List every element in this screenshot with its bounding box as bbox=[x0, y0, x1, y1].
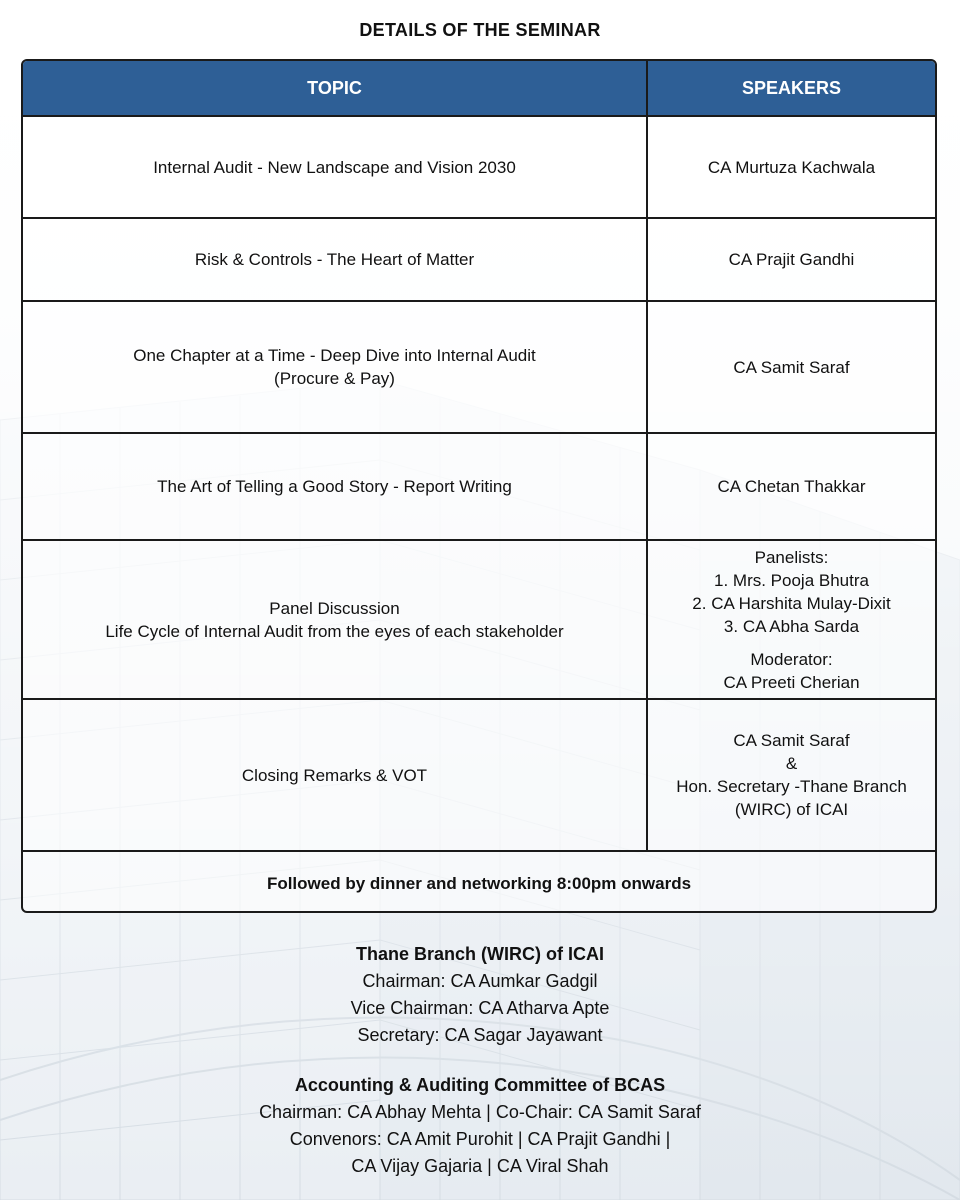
page-title: DETAILS OF THE SEMINAR bbox=[359, 20, 601, 40]
topic-cell bbox=[23, 699, 647, 851]
speaker-cell bbox=[647, 540, 935, 699]
table-header-row bbox=[23, 61, 935, 116]
speaker-cell bbox=[647, 433, 935, 540]
topic-text: Internal Audit - New Landscape and Vision 2030 bbox=[153, 157, 516, 177]
topic-text: Closing Remarks & VOT bbox=[241, 765, 428, 785]
topic-header: TOPIC bbox=[23, 61, 647, 116]
topic-cell bbox=[23, 116, 647, 218]
speaker-text: CA Prajit Gandhi bbox=[728, 250, 855, 269]
table-row bbox=[23, 218, 935, 301]
topic-text-subline: (Procure & Pay) bbox=[274, 369, 395, 388]
topic-text: The Art of Telling a Good Story - Report Writing bbox=[157, 477, 512, 496]
panelists-label: Panelists: bbox=[754, 547, 829, 567]
speaker-text: CA Samit Saraf bbox=[733, 357, 850, 377]
thane-branch-block bbox=[0, 941, 960, 1049]
speaker-cell bbox=[647, 116, 935, 218]
topic-cell bbox=[23, 540, 647, 699]
seminar-table bbox=[21, 59, 937, 913]
speaker-cell bbox=[647, 218, 935, 301]
topic-cell bbox=[23, 433, 647, 540]
topic-text: Risk & Controls - The Heart of Matter bbox=[194, 250, 475, 269]
topic-text: Panel Discussion bbox=[269, 598, 400, 618]
thane-vice-chairman: Vice Chairman: CA Atharva Apte bbox=[350, 998, 610, 1018]
bcas-convenors-line: Convenors: CA Amit Purohit | CA Prajit Gandhi | bbox=[289, 1129, 671, 1149]
table-row bbox=[23, 116, 935, 218]
bcas-convenors-line-2: CA Vijay Gajaria | CA Viral Shah bbox=[351, 1156, 609, 1176]
table-row bbox=[23, 540, 935, 699]
spacer bbox=[658, 638, 925, 648]
thane-secretary: Secretary: CA Sagar Jayawant bbox=[357, 1025, 603, 1045]
speaker-cell bbox=[647, 699, 935, 851]
speaker-text: CA Murtuza Kachwala bbox=[707, 157, 876, 177]
speaker-text: CA Chetan Thakkar bbox=[717, 477, 866, 496]
ampersand: & bbox=[785, 754, 798, 773]
bcas-heading: Accounting & Auditing Committee of BCAS bbox=[294, 1075, 666, 1095]
speaker-cell bbox=[647, 301, 935, 433]
bcas-block bbox=[0, 1072, 960, 1180]
speaker-text: (WIRC) of ICAI bbox=[734, 800, 849, 819]
speaker-text: CA Samit Saraf bbox=[733, 731, 850, 750]
moderator-name: CA Preeti Cherian bbox=[723, 672, 860, 692]
topic-cell bbox=[23, 218, 647, 301]
bcas-chair-line: Chairman: CA Abhay Mehta | Co-Chair: CA Samit Saraf bbox=[259, 1102, 701, 1122]
topic-text-subline: Life Cycle of Internal Audit from the eyes of each stakeholder bbox=[105, 621, 564, 641]
table-footer-row bbox=[23, 851, 935, 913]
topic-text: One Chapter at a Time - Deep Dive into Internal Audit bbox=[133, 346, 536, 365]
table-row bbox=[23, 699, 935, 851]
panelist-2: 2. CA Harshita Mulay-Dixit bbox=[692, 593, 891, 613]
speaker-text: Hon. Secretary -Thane Branch bbox=[676, 777, 907, 796]
dinner-note: Followed by dinner and networking 8:00pm onwards bbox=[266, 873, 692, 893]
thane-heading: Thane Branch (WIRC) of ICAI bbox=[356, 944, 604, 964]
table-row bbox=[23, 301, 935, 433]
panelist-3: 3. CA Abha Sarda bbox=[723, 616, 860, 636]
moderator-label: Moderator: bbox=[750, 649, 833, 669]
speakers-header: SPEAKERS bbox=[647, 61, 935, 116]
table-row bbox=[23, 433, 935, 540]
thane-chairman: Chairman: CA Aumkar Gadgil bbox=[362, 971, 598, 991]
topic-cell bbox=[23, 301, 647, 433]
panelist-1: 1. Mrs. Pooja Bhutra bbox=[714, 570, 869, 590]
